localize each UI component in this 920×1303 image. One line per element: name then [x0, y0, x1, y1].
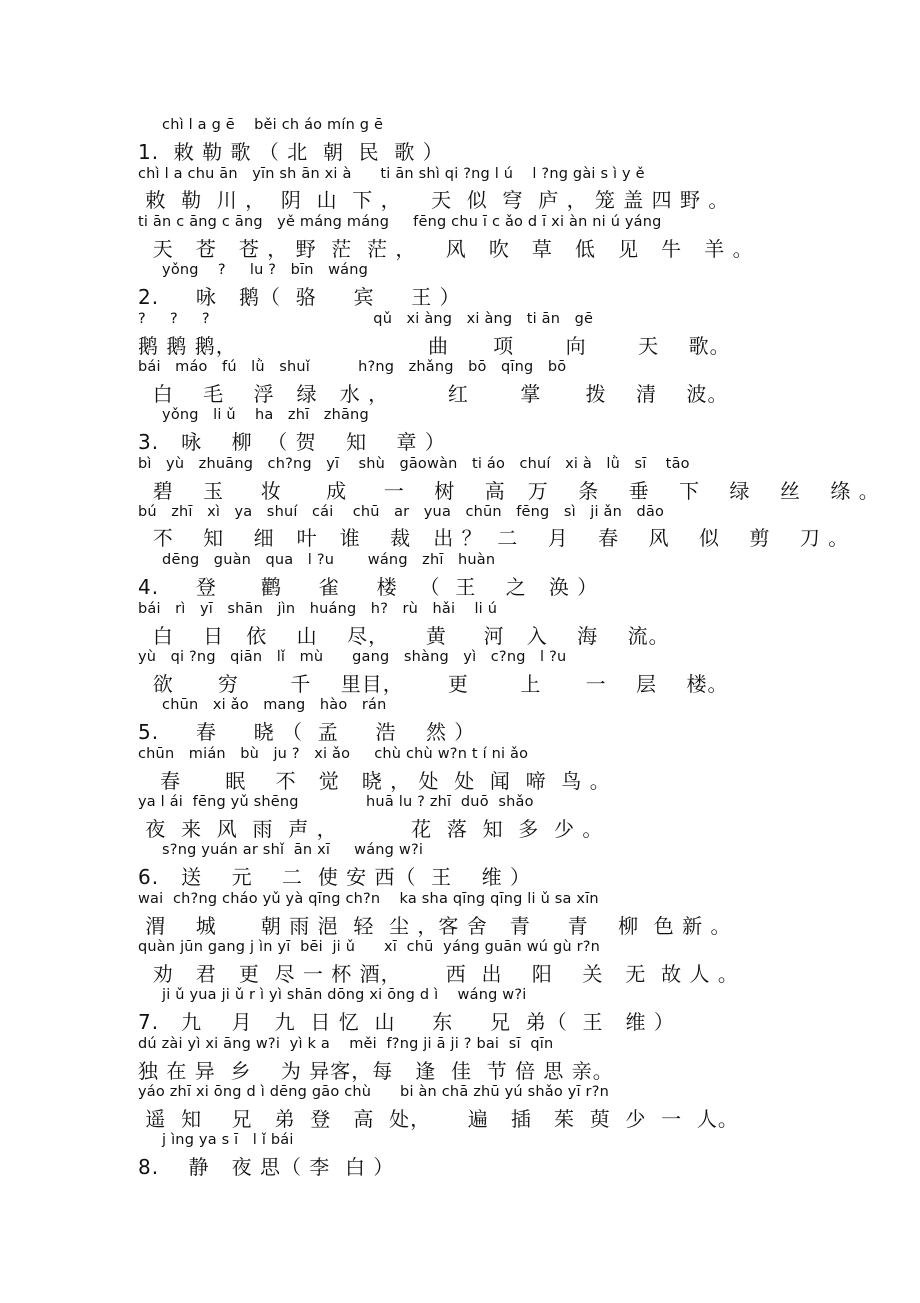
poem5-line1: 春 眠 不 觉 晓 ， 处 处 闻 啼 鸟 。	[138, 769, 611, 793]
poem4-title-pinyin: dēng guàn qua l ?u wáng zhī huàn	[138, 552, 496, 568]
poem5-line2-pinyin: ya l ái fēng yǔ shēng huā lu ? zhī duō shǎo	[138, 794, 534, 810]
poem7-line1-pinyin: dú zài yì xi āng w?i yì k a měi f?ng ji ā ji ? bai sī qīn	[138, 1036, 554, 1052]
poem2-line1-pinyin: ? ? ? qǔ xi àng xi àng ti ān gē	[138, 311, 594, 327]
poem6-line1: 渭 城 朝 雨 浥 轻 尘 ，客 舍 青 青 柳 色 新 。	[138, 914, 732, 938]
poem2-title: 2. 咏 鹅（ 骆 宾 王 ）	[138, 285, 461, 309]
poem5-line2: 夜 来 风 雨 声 ， 花 落 知 多 少 。	[138, 817, 604, 841]
poem6-title-pinyin: s?ng yuán ar shǐ ān xī wáng w?i	[138, 842, 424, 858]
poem1-line2: 天 苍 苍 ， 野 茫 茫 ， 风 吹 草 低 见 牛 羊 。	[138, 237, 754, 261]
poem3-line2: 不 知 细 叶 谁 裁 出 ？ 二 月 春 风 似 剪 刀 。	[138, 526, 850, 550]
poem7-line1: 独 在 异 乡 为 异客，每 逢 佳 节 倍 思 亲。	[138, 1059, 614, 1083]
poem7-line2: 遥 知 兄 弟 登 高 处， 遍 插 茱 萸 少 一 人。	[138, 1107, 739, 1131]
poem1-title-pinyin: chì l a g ē běi ch áo mín g ē	[138, 117, 384, 133]
poem7-line2-pinyin: yáo zhī xi ōng d ì dēng gāo chù bi àn chā zhū yú shǎo yī r?n	[138, 1084, 609, 1100]
poem1-line1-pinyin: chì l a chu ān yīn sh ān xi à ti ān shì qi ?ng l ú l ?ng gài s ì y ě	[138, 166, 645, 182]
poem4-line2-pinyin: yù qi ?ng qiān lǐ mù gang shàng yì c?ng l ?u	[138, 649, 567, 665]
poem5-line1-pinyin: chūn mián bù ju ? xi ǎo chù chù w?n t í ni ǎo	[138, 746, 529, 762]
poem3-line2-pinyin: bú zhī xì ya shuí cái chū ar yua chūn fēng sì ji ǎn dāo	[138, 504, 665, 520]
poem1-line2-pinyin: ti ān c āng c āng yě máng máng fēng chu ī c ǎo d ī xi àn ni ú yáng	[138, 214, 662, 230]
poem3-line1: 碧 玉 妆 成 一 树 高 万 条 垂 下 绿 丝 绦 。	[138, 479, 880, 503]
poem3-line1-pinyin: bì yù zhuāng ch?ng yī shù gāowàn ti áo chuí xi à lǜ sī tāo	[138, 456, 690, 472]
poem8-title-pinyin: j ìng ya s ī l ǐ bái	[138, 1132, 294, 1148]
poem6-line2-pinyin: quàn jūn gang j ìn yī bēi ji ǔ xī chū yáng guān wú gù r?n	[138, 939, 601, 955]
poem2-line2-pinyin: bái máo fú lǜ shuǐ h?ng zhǎng bō qīng bō	[138, 359, 567, 375]
poem4-title: 4. 登 鹳 雀 楼 （ 王 之 涣 ）	[138, 575, 599, 599]
poem4-line1: 白 日 依 山 尽， 黄 河 入 海 流。	[138, 624, 670, 648]
poem4-line1-pinyin: bái rì yī shān jìn huáng h? rù hǎi li ú	[138, 601, 498, 617]
poem2-line2: 白 毛 浮 绿 水 ， 红 掌 拨 清 波。	[138, 382, 729, 406]
poem7-title-pinyin: ji ǔ yua ji ǔ r ì yì shān dōng xi ōng d ì wáng w?i	[138, 987, 527, 1003]
poem2-line1: 鹅 鹅 鹅， 曲 项 向 天 歌。	[138, 334, 731, 358]
poem7-title: 7. 九 月 九 日 忆 山 东 兄 弟（ 王 维 ）	[138, 1010, 675, 1034]
poem6-line1-pinyin: wai ch?ng cháo yǔ yà qīng ch?n ka sha qīng qīng li ǔ sa xīn	[138, 891, 599, 907]
poem2-title-pinyin: yǒng ? lu ? bīn wáng	[138, 262, 369, 278]
poem1-line1: 敕 勒 川 ， 阴 山 下 ， 天 似 穹 庐 ， 笼 盖 四 野 。	[138, 188, 730, 212]
poem6-line2: 劝 君 更 尽 一 杯 酒， 西 出 阳 关 无 故 人 。	[138, 962, 739, 986]
poem6-title: 6. 送 元 二 使 安 西（ 王 维 ）	[138, 865, 531, 889]
poem3-title-pinyin: yǒng li ǔ ha zhī zhāng	[138, 407, 369, 423]
poem5-title-pinyin: chūn xi ǎo mang hào rán	[138, 697, 387, 713]
poem4-line2: 欲 穷 千 里目， 更 上 一 层 楼。	[138, 672, 729, 696]
poem8-title: 8. 静 夜 思（ 李 白 ）	[138, 1155, 395, 1179]
poem5-title: 5. 春 晓 （ 孟 浩 然 ）	[138, 720, 476, 744]
poem3-title: 3. 咏 柳 （ 贺 知 章 ）	[138, 430, 446, 454]
poem1-title: 1. 敕 勒 歌 （ 北 朝 民 歌 ）	[138, 140, 444, 164]
